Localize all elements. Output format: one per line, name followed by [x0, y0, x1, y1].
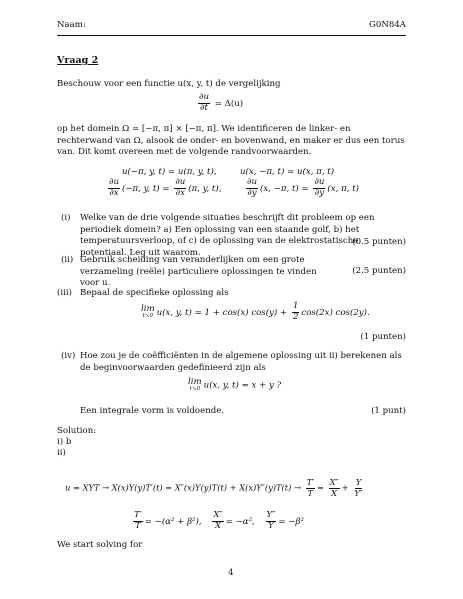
solution-ii: ii) — [57, 448, 66, 458]
bc-line2-right-arg2: (x, π, t) — [327, 183, 360, 194]
header-rule — [57, 35, 406, 36]
sep-f3-num: Y — [355, 477, 362, 487]
eq-iv-body: u(x, y, t) = x + y ? — [203, 380, 282, 391]
question-ii-text: Gebruik scheiding van veranderlijken om een grote verzameling (reële) particuliere oplossingen te vinden voor u. — [80, 255, 317, 289]
eq-iii — [141, 302, 370, 323]
sep-f1-num: T′ — [306, 477, 315, 487]
solution-i: i) b — [57, 437, 72, 447]
sepb-1: = −(α² + β²), — [144, 516, 202, 527]
eq-iii-body-a: u(x, y, t) = 1 + cos(x) cos(y) + — [156, 307, 288, 318]
sepb-f2-num: X″ — [213, 510, 223, 520]
question-ii-number: (ii) — [61, 255, 74, 265]
bc-dy-den-2: ∂y — [314, 187, 325, 198]
separation-equation — [65, 478, 366, 498]
question-iii-text: Bepaal de specifieke oplossing als — [80, 288, 229, 298]
question-ii-points: (2.5 punten) — [352, 266, 406, 276]
question-iv — [57, 351, 406, 379]
sep-f2-num: X″ — [329, 477, 339, 487]
bc-dy-num: ∂u — [247, 177, 257, 187]
sep-f1-den: T — [307, 487, 314, 498]
sepb-3: = −β² — [278, 516, 304, 527]
eq-iii-lim: lim — [141, 304, 155, 315]
solution-label: Solution: — [57, 426, 97, 436]
eq-iv-sub: t↘0 — [189, 385, 200, 392]
bc-line2-left-arg2: (π, y, t), — [188, 183, 222, 194]
bc-line2-right-arg: (x, −π, t) = — [259, 183, 309, 194]
pde-num: ∂u — [199, 92, 209, 102]
question-iii-number: (iii) — [57, 288, 72, 298]
bc-dx-num-2: ∂u — [175, 177, 186, 187]
sepb-f1-num: T′ — [134, 510, 142, 520]
eq-iii-half-den: 2 — [292, 311, 299, 322]
bc-dy-num-2: ∂u — [314, 177, 325, 187]
pde-equation — [196, 93, 243, 114]
question-iv-number: (iv) — [61, 351, 76, 361]
bc-dx-den-2: ∂x — [175, 187, 185, 198]
bc-line1-right: u(x, −π, t) = u(x, π, t) — [240, 167, 335, 177]
bc-dy-den: ∂y — [247, 187, 257, 198]
question-iv-points: (1 punt) — [371, 406, 406, 416]
page-number: 4 — [228, 568, 234, 578]
question-iii-points: (1 punten) — [360, 332, 406, 342]
eq-iii-sub: t↘0 — [142, 312, 153, 319]
domain-paragraph: op het domein Ω = [−π, π] × [−π, π]. We identificeren de linker- en rechterwand van Ω, alsook de onder- en bovenwand, en maker er dus een torus van. Dit komt overeen met de volgende randvoorwaarden. — [57, 124, 405, 158]
question-iv-text: Hoe zou je de coëfficiënten in de algemene oplossing uit ii) berekenen als de beginvoorwaarden gedefinieerd zijn als — [80, 351, 402, 373]
pde-den: ∂t — [200, 102, 208, 113]
sep-plus: + — [341, 482, 349, 493]
question-title: Vraag 2 — [57, 55, 99, 66]
pde-rhs: = Δ(u) — [214, 98, 244, 109]
eq-iii-half-num: 1 — [292, 301, 299, 311]
exam-code: G0N84A — [369, 20, 406, 30]
name-label: Naam: — [57, 20, 86, 30]
bc-line2-left-arg: (−π, y, t) = — [121, 183, 170, 194]
question-i-text: Welke van de drie volgende situaties beschrijft dit probleem op een periodiek domein? a) Een oplossing van een staande golf, b) het temperatuursverloop, of c) de oplossing van de elektrostatische potentiaal. Leg uit waarom. — [80, 213, 375, 258]
separation-constants — [131, 511, 304, 532]
bc-line2-left — [106, 178, 221, 199]
bc-dx-num: ∂u — [109, 177, 119, 187]
intro-text: Beschouw voor een functie u(x, y, t) de vergelijking — [57, 79, 281, 89]
question-iii — [57, 288, 406, 302]
sepb-f2-den: X — [214, 520, 222, 531]
question-i-number: (i) — [61, 213, 71, 223]
question-iv-extra: Een integrale vorm is voldoende. — [80, 406, 225, 416]
solution-start: We start solving for — [57, 540, 143, 550]
bc-line1-left: u(−π, y, t) = u(π, y, t), — [122, 167, 217, 177]
sepb-f1-den: T — [134, 520, 141, 531]
sep-f2-den: X — [331, 487, 338, 498]
sepb-f3-num: Y″ — [266, 510, 276, 520]
question-i-points: (0.5 punten) — [352, 237, 406, 247]
eq-iv-lim: lim — [188, 377, 202, 387]
eq-iv — [188, 378, 281, 392]
sepb-2: = −α², — [225, 516, 255, 527]
sep-chain: u = XYT → X(x)Y(y)T′(t) = X″(x)Y(y)T(t) + X(x)Y″(y)T(t) → — [65, 482, 301, 493]
sepb-f3-den: Y — [268, 520, 274, 531]
eq-iii-body-b: cos(2x) cos(2y). — [301, 307, 370, 318]
sep-f3-den: Y″ — [354, 487, 363, 498]
bc-line2-right — [244, 178, 359, 199]
sep-eq: = — [317, 482, 324, 493]
bc-dx-den: ∂x — [109, 187, 119, 198]
